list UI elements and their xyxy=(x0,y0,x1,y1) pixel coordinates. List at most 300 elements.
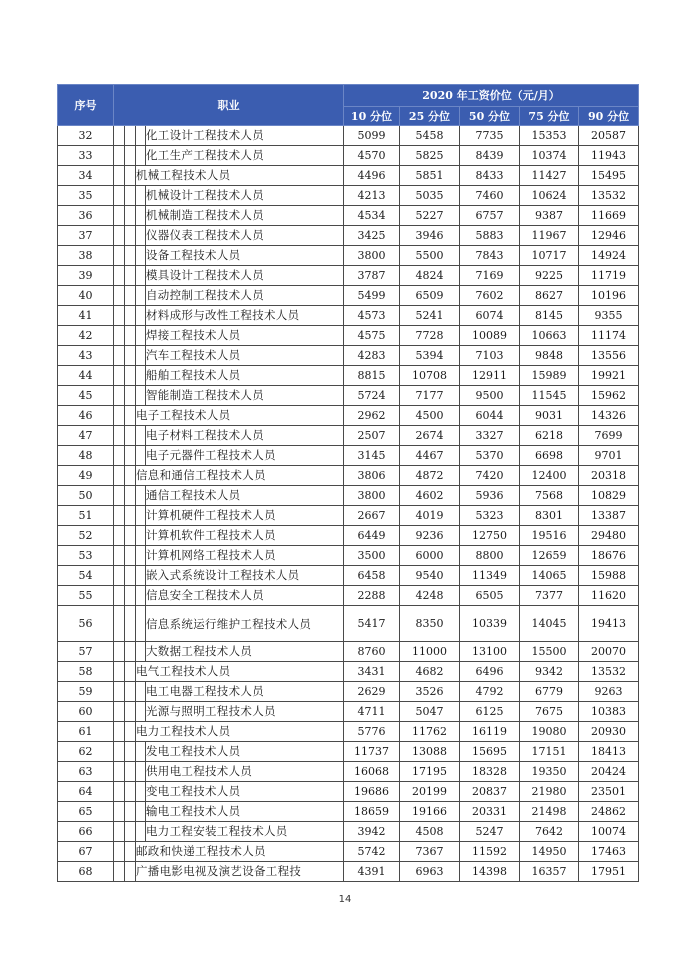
row-p90-value: 14924 xyxy=(579,246,639,266)
row-p90-value: 9355 xyxy=(579,306,639,326)
row-p10-value: 5499 xyxy=(344,286,400,306)
row-p50-value: 5323 xyxy=(460,506,520,526)
row-p25-value: 5825 xyxy=(400,146,460,166)
row-p25-value: 7367 xyxy=(400,842,460,862)
row-p90-value: 29480 xyxy=(579,526,639,546)
level-spacer xyxy=(114,426,125,446)
row-p25-value: 5241 xyxy=(400,306,460,326)
row-p50-value: 11592 xyxy=(460,842,520,862)
level-spacer xyxy=(125,546,136,566)
level-spacer xyxy=(114,246,125,266)
level-spacer xyxy=(125,366,136,386)
row-p10-value: 6449 xyxy=(344,526,400,546)
row-p10-value: 3800 xyxy=(344,486,400,506)
level-spacer xyxy=(114,782,125,802)
row-p25-value: 5227 xyxy=(400,206,460,226)
row-p50-value: 4792 xyxy=(460,682,520,702)
level-spacer xyxy=(125,266,136,286)
row-p75-value: 14065 xyxy=(520,566,579,586)
row-p75-value: 14045 xyxy=(520,606,579,642)
header-occupation: 职业 xyxy=(114,85,344,126)
table-row xyxy=(58,742,639,762)
row-seq: 45 xyxy=(58,386,114,406)
level-spacer xyxy=(114,862,125,882)
header-year-title: 2020 年工资价位（元/月） xyxy=(344,85,639,107)
level-spacer xyxy=(136,146,146,166)
row-p10-value: 6458 xyxy=(344,566,400,586)
row-p75-value: 17151 xyxy=(520,742,579,762)
level-spacer xyxy=(114,166,125,186)
row-p90-value: 11719 xyxy=(579,266,639,286)
row-p90-value: 10383 xyxy=(579,702,639,722)
table-row xyxy=(58,506,639,526)
row-occupation: 电力工程安装工程技术人员 xyxy=(146,822,344,842)
row-p50-value: 9500 xyxy=(460,386,520,406)
row-p25-value: 4682 xyxy=(400,662,460,682)
row-p10-value: 5099 xyxy=(344,126,400,146)
level-spacer xyxy=(136,506,146,526)
row-p10-value: 4391 xyxy=(344,862,400,882)
row-p75-value: 11545 xyxy=(520,386,579,406)
table-header xyxy=(58,85,639,126)
row-p90-value: 24862 xyxy=(579,802,639,822)
table-row xyxy=(58,586,639,606)
row-p25-value: 5458 xyxy=(400,126,460,146)
level-spacer xyxy=(136,802,146,822)
row-seq: 48 xyxy=(58,446,114,466)
row-p10-value: 8815 xyxy=(344,366,400,386)
level-spacer xyxy=(114,126,125,146)
row-p10-value: 4534 xyxy=(344,206,400,226)
row-p75-value: 16357 xyxy=(520,862,579,882)
level-spacer xyxy=(125,822,136,842)
row-seq: 50 xyxy=(58,486,114,506)
row-p90-value: 11669 xyxy=(579,206,639,226)
table-row xyxy=(58,406,639,426)
row-p25-value: 5035 xyxy=(400,186,460,206)
row-p75-value: 7568 xyxy=(520,486,579,506)
row-p50-value: 16119 xyxy=(460,722,520,742)
level-spacer xyxy=(136,606,146,642)
row-seq: 67 xyxy=(58,842,114,862)
level-spacer xyxy=(136,266,146,286)
level-spacer xyxy=(114,146,125,166)
row-seq: 53 xyxy=(58,546,114,566)
row-occupation: 电力工程技术人员 xyxy=(136,722,344,742)
row-p90-value: 10074 xyxy=(579,822,639,842)
level-spacer xyxy=(114,466,125,486)
row-p75-value: 10717 xyxy=(520,246,579,266)
level-spacer xyxy=(125,566,136,586)
level-spacer xyxy=(114,206,125,226)
row-seq: 37 xyxy=(58,226,114,246)
header-p75: 75 分位 xyxy=(520,107,579,126)
row-p90-value: 17463 xyxy=(579,842,639,862)
row-p75-value: 14950 xyxy=(520,842,579,862)
row-p90-value: 15962 xyxy=(579,386,639,406)
level-spacer xyxy=(114,822,125,842)
level-spacer xyxy=(114,346,125,366)
level-spacer xyxy=(114,722,125,742)
row-occupation: 光源与照明工程技术人员 xyxy=(146,702,344,722)
row-p90-value: 11174 xyxy=(579,326,639,346)
header-seq: 序号 xyxy=(58,85,114,126)
level-spacer xyxy=(136,206,146,226)
row-occupation: 通信工程技术人员 xyxy=(146,486,344,506)
row-p75-value: 8145 xyxy=(520,306,579,326)
level-spacer xyxy=(114,642,125,662)
table-row xyxy=(58,486,639,506)
row-p75-value: 11427 xyxy=(520,166,579,186)
table-row xyxy=(58,346,639,366)
row-p25-value: 7177 xyxy=(400,386,460,406)
row-seq: 36 xyxy=(58,206,114,226)
row-occupation: 信息和通信工程技术人员 xyxy=(136,466,344,486)
level-spacer xyxy=(136,446,146,466)
row-p10-value: 2629 xyxy=(344,682,400,702)
level-spacer xyxy=(136,742,146,762)
level-spacer xyxy=(125,802,136,822)
row-seq: 33 xyxy=(58,146,114,166)
table-row xyxy=(58,166,639,186)
row-p10-value: 3145 xyxy=(344,446,400,466)
row-p75-value: 9031 xyxy=(520,406,579,426)
row-p50-value: 11349 xyxy=(460,566,520,586)
row-seq: 65 xyxy=(58,802,114,822)
row-p10-value: 5417 xyxy=(344,606,400,642)
row-p10-value: 3942 xyxy=(344,822,400,842)
row-p75-value: 9848 xyxy=(520,346,579,366)
row-p10-value: 19686 xyxy=(344,782,400,802)
row-p25-value: 17195 xyxy=(400,762,460,782)
row-p75-value: 21980 xyxy=(520,782,579,802)
table-row xyxy=(58,306,639,326)
row-occupation: 计算机硬件工程技术人员 xyxy=(146,506,344,526)
row-occupation: 模具设计工程技术人员 xyxy=(146,266,344,286)
row-seq: 56 xyxy=(58,606,114,642)
level-spacer xyxy=(125,506,136,526)
level-spacer xyxy=(114,306,125,326)
level-spacer xyxy=(125,426,136,446)
row-p90-value: 17951 xyxy=(579,862,639,882)
row-p25-value: 5394 xyxy=(400,346,460,366)
row-seq: 59 xyxy=(58,682,114,702)
page-number: 14 xyxy=(338,894,352,905)
table-row xyxy=(58,186,639,206)
row-p50-value: 8433 xyxy=(460,166,520,186)
row-p75-value: 7377 xyxy=(520,586,579,606)
level-spacer xyxy=(125,286,136,306)
row-seq: 47 xyxy=(58,426,114,446)
row-occupation: 汽车工程技术人员 xyxy=(146,346,344,366)
row-occupation: 机械设计工程技术人员 xyxy=(146,186,344,206)
row-p25-value: 3946 xyxy=(400,226,460,246)
row-p75-value: 7675 xyxy=(520,702,579,722)
table-row xyxy=(58,426,639,446)
level-spacer xyxy=(114,762,125,782)
row-p50-value: 8800 xyxy=(460,546,520,566)
row-seq: 54 xyxy=(58,566,114,586)
row-p90-value: 9263 xyxy=(579,682,639,702)
row-p90-value: 15495 xyxy=(579,166,639,186)
row-p50-value: 18328 xyxy=(460,762,520,782)
table-row xyxy=(58,446,639,466)
row-p75-value: 12659 xyxy=(520,546,579,566)
row-p75-value: 19080 xyxy=(520,722,579,742)
level-spacer xyxy=(114,326,125,346)
table-row xyxy=(58,286,639,306)
level-spacer xyxy=(136,306,146,326)
table-row xyxy=(58,782,639,802)
wage-table xyxy=(57,84,639,882)
level-spacer xyxy=(136,642,146,662)
row-p90-value: 11620 xyxy=(579,586,639,606)
row-p10-value: 4496 xyxy=(344,166,400,186)
row-seq: 60 xyxy=(58,702,114,722)
row-p50-value: 10339 xyxy=(460,606,520,642)
table-row xyxy=(58,842,639,862)
row-seq: 35 xyxy=(58,186,114,206)
row-p50-value: 6074 xyxy=(460,306,520,326)
row-p25-value: 2674 xyxy=(400,426,460,446)
row-p75-value: 11967 xyxy=(520,226,579,246)
row-p10-value: 4573 xyxy=(344,306,400,326)
row-p10-value: 4283 xyxy=(344,346,400,366)
row-occupation: 仪器仪表工程技术人员 xyxy=(146,226,344,246)
table-body xyxy=(58,126,639,882)
row-seq: 39 xyxy=(58,266,114,286)
level-spacer xyxy=(125,682,136,702)
row-p90-value: 10829 xyxy=(579,486,639,506)
level-spacer xyxy=(125,186,136,206)
row-p75-value: 6218 xyxy=(520,426,579,446)
row-seq: 38 xyxy=(58,246,114,266)
row-p10-value: 5742 xyxy=(344,842,400,862)
level-spacer xyxy=(125,762,136,782)
row-occupation: 计算机网络工程技术人员 xyxy=(146,546,344,566)
table-row xyxy=(58,546,639,566)
row-p25-value: 5851 xyxy=(400,166,460,186)
row-occupation: 设备工程技术人员 xyxy=(146,246,344,266)
row-seq: 46 xyxy=(58,406,114,426)
row-p75-value: 21498 xyxy=(520,802,579,822)
row-p50-value: 8439 xyxy=(460,146,520,166)
row-p25-value: 5500 xyxy=(400,246,460,266)
level-spacer xyxy=(136,762,146,782)
row-p50-value: 5883 xyxy=(460,226,520,246)
row-p25-value: 4467 xyxy=(400,446,460,466)
row-seq: 63 xyxy=(58,762,114,782)
row-p50-value: 6044 xyxy=(460,406,520,426)
level-spacer xyxy=(125,782,136,802)
row-p10-value: 11737 xyxy=(344,742,400,762)
row-p90-value: 20930 xyxy=(579,722,639,742)
row-p75-value: 19516 xyxy=(520,526,579,546)
level-spacer xyxy=(114,506,125,526)
row-occupation: 电子材料工程技术人员 xyxy=(146,426,344,446)
row-p90-value: 14326 xyxy=(579,406,639,426)
row-p10-value: 2288 xyxy=(344,586,400,606)
row-occupation: 计算机软件工程技术人员 xyxy=(146,526,344,546)
level-spacer xyxy=(136,326,146,346)
row-p25-value: 4508 xyxy=(400,822,460,842)
level-spacer xyxy=(125,446,136,466)
row-p10-value: 3800 xyxy=(344,246,400,266)
row-p90-value: 23501 xyxy=(579,782,639,802)
row-seq: 34 xyxy=(58,166,114,186)
table-row xyxy=(58,862,639,882)
row-p90-value: 10196 xyxy=(579,286,639,306)
row-occupation: 化工设计工程技术人员 xyxy=(146,126,344,146)
row-p75-value: 9387 xyxy=(520,206,579,226)
row-p25-value: 6000 xyxy=(400,546,460,566)
level-spacer xyxy=(114,226,125,246)
row-occupation: 广播电影电视及演艺设备工程技 xyxy=(136,862,344,882)
row-seq: 41 xyxy=(58,306,114,326)
row-p90-value: 12946 xyxy=(579,226,639,246)
row-p50-value: 7602 xyxy=(460,286,520,306)
row-p25-value: 9236 xyxy=(400,526,460,546)
level-spacer xyxy=(136,782,146,802)
level-spacer xyxy=(114,566,125,586)
row-occupation: 信息安全工程技术人员 xyxy=(146,586,344,606)
table-row xyxy=(58,566,639,586)
row-p90-value: 20587 xyxy=(579,126,639,146)
level-spacer xyxy=(136,682,146,702)
row-p25-value: 20199 xyxy=(400,782,460,802)
level-spacer xyxy=(136,486,146,506)
level-spacer xyxy=(125,702,136,722)
level-spacer xyxy=(125,662,136,682)
row-p25-value: 19166 xyxy=(400,802,460,822)
level-spacer xyxy=(125,722,136,742)
row-p25-value: 6963 xyxy=(400,862,460,882)
row-occupation: 电子工程技术人员 xyxy=(136,406,344,426)
row-p10-value: 4213 xyxy=(344,186,400,206)
row-occupation: 信息系统运行维护工程技术人员 xyxy=(146,606,344,642)
level-spacer xyxy=(114,386,125,406)
table-row xyxy=(58,722,639,742)
table-row xyxy=(58,802,639,822)
row-p10-value: 18659 xyxy=(344,802,400,822)
header-p90: 90 分位 xyxy=(579,107,639,126)
row-seq: 61 xyxy=(58,722,114,742)
level-spacer xyxy=(136,586,146,606)
level-spacer xyxy=(136,702,146,722)
row-p50-value: 6505 xyxy=(460,586,520,606)
row-p75-value: 12400 xyxy=(520,466,579,486)
row-p75-value: 9342 xyxy=(520,662,579,682)
level-spacer xyxy=(136,386,146,406)
row-p90-value: 19413 xyxy=(579,606,639,642)
level-spacer xyxy=(114,266,125,286)
row-p25-value: 11762 xyxy=(400,722,460,742)
table-row xyxy=(58,642,639,662)
level-spacer xyxy=(125,226,136,246)
row-p25-value: 7728 xyxy=(400,326,460,346)
level-spacer xyxy=(114,802,125,822)
row-p75-value: 15353 xyxy=(520,126,579,146)
level-spacer xyxy=(114,486,125,506)
row-p25-value: 4500 xyxy=(400,406,460,426)
level-spacer xyxy=(136,426,146,446)
row-occupation: 嵌入式系统设计工程技术人员 xyxy=(146,566,344,586)
row-p50-value: 20837 xyxy=(460,782,520,802)
row-occupation: 电子元器件工程技术人员 xyxy=(146,446,344,466)
level-spacer xyxy=(114,842,125,862)
table-row xyxy=(58,682,639,702)
row-p75-value: 6779 xyxy=(520,682,579,702)
row-p50-value: 7169 xyxy=(460,266,520,286)
row-p25-value: 9540 xyxy=(400,566,460,586)
row-p10-value: 3787 xyxy=(344,266,400,286)
level-spacer xyxy=(125,326,136,346)
table-row xyxy=(58,366,639,386)
row-p50-value: 7460 xyxy=(460,186,520,206)
level-spacer xyxy=(114,406,125,426)
row-occupation: 变电工程技术人员 xyxy=(146,782,344,802)
level-spacer xyxy=(114,606,125,642)
table-row xyxy=(58,762,639,782)
level-spacer xyxy=(125,862,136,882)
level-spacer xyxy=(136,566,146,586)
row-occupation: 智能制造工程技术人员 xyxy=(146,386,344,406)
row-seq: 58 xyxy=(58,662,114,682)
row-p75-value: 8627 xyxy=(520,286,579,306)
table-row xyxy=(58,246,639,266)
row-seq: 57 xyxy=(58,642,114,662)
row-p10-value: 3425 xyxy=(344,226,400,246)
row-p25-value: 13088 xyxy=(400,742,460,762)
row-p75-value: 6698 xyxy=(520,446,579,466)
row-p50-value: 6496 xyxy=(460,662,520,682)
row-p10-value: 16068 xyxy=(344,762,400,782)
row-p90-value: 18676 xyxy=(579,546,639,566)
row-p50-value: 12750 xyxy=(460,526,520,546)
level-spacer xyxy=(136,186,146,206)
row-p90-value: 11943 xyxy=(579,146,639,166)
row-p10-value: 5724 xyxy=(344,386,400,406)
row-p50-value: 7735 xyxy=(460,126,520,146)
row-seq: 43 xyxy=(58,346,114,366)
row-p90-value: 20424 xyxy=(579,762,639,782)
level-spacer xyxy=(125,742,136,762)
row-p50-value: 7103 xyxy=(460,346,520,366)
level-spacer xyxy=(136,246,146,266)
row-p90-value: 20070 xyxy=(579,642,639,662)
row-seq: 42 xyxy=(58,326,114,346)
table-row xyxy=(58,662,639,682)
table-row xyxy=(58,126,639,146)
row-p50-value: 5936 xyxy=(460,486,520,506)
table-row xyxy=(58,466,639,486)
table-row xyxy=(58,822,639,842)
row-p90-value: 13556 xyxy=(579,346,639,366)
row-p75-value: 10663 xyxy=(520,326,579,346)
level-spacer xyxy=(125,526,136,546)
row-p25-value: 5047 xyxy=(400,702,460,722)
row-p50-value: 7843 xyxy=(460,246,520,266)
row-occupation: 输电工程技术人员 xyxy=(146,802,344,822)
row-seq: 44 xyxy=(58,366,114,386)
row-p25-value: 10708 xyxy=(400,366,460,386)
row-p50-value: 6757 xyxy=(460,206,520,226)
row-p75-value: 8301 xyxy=(520,506,579,526)
level-spacer xyxy=(114,446,125,466)
row-p50-value: 15695 xyxy=(460,742,520,762)
level-spacer xyxy=(136,546,146,566)
level-spacer xyxy=(114,682,125,702)
